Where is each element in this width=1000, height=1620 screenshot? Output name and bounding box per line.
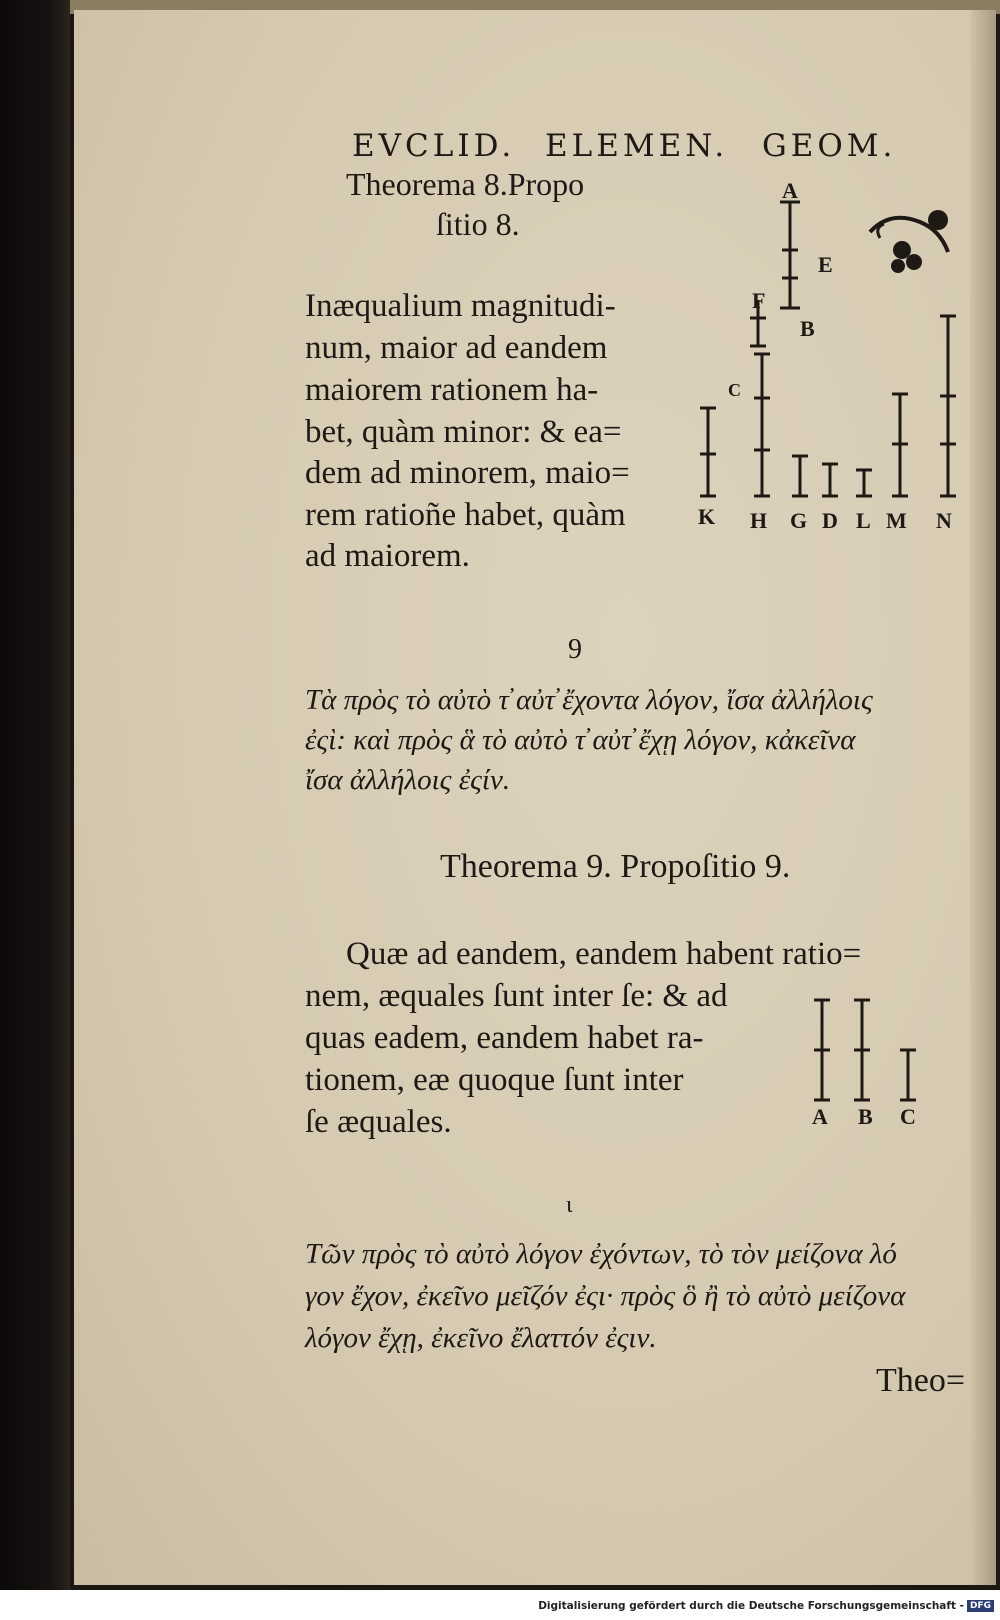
figure-label-h: H <box>750 508 768 533</box>
figure-label-g: G <box>790 508 808 533</box>
catchword: Theo= <box>876 1362 966 1399</box>
figure-label-m: M <box>886 508 907 533</box>
theorem8-line: Inæqualium magnitudi- <box>305 288 616 324</box>
greek9-line: Τὰ πρὸς τὸ αὐτὸ τ̓ αὐτ̓ ἔχοντα λόγον, ἴσα ἀλλήλοις <box>305 684 873 716</box>
theorem8-line: maiorem rationem ha- <box>305 372 599 408</box>
figure-label-e: E <box>818 252 833 277</box>
greek9-line: ἐςὶ: καὶ πρὸς ἃ τὸ αὐτὸ τ̓ αὐτ̓ ἔχῃ λόγον, κἀκεῖνα <box>305 724 856 756</box>
figure-label-a: A <box>782 178 798 203</box>
running-header-right: GEOM. <box>762 128 897 164</box>
theorem8-line: dem ad minorem, maio= <box>305 455 630 491</box>
figure-label-c: C <box>900 1104 916 1129</box>
theorem8-title-line2: ſitio 8. <box>436 206 520 242</box>
figure-label-f: F <box>752 288 766 313</box>
theorem8-line: bet, quàm minor: & ea= <box>305 414 622 450</box>
running-header-middle: ELEMEN. <box>545 128 729 164</box>
section9-number: 9 <box>568 634 582 665</box>
theorem9-line: ſe æquales. <box>305 1104 452 1140</box>
figure-label-c: C <box>728 380 741 400</box>
greek9-line: ἴσα ἀλλήλοις ἐςίν. <box>305 764 511 796</box>
section10-number: ι <box>566 1192 573 1218</box>
digitization-credit: Digitalisierung gefördert durch die Deutsche Forschungsgemeinschaft - <box>538 1600 964 1612</box>
greek10-line: λόγον ἔχῃ, ἐκεῖνο ἔλαττόν ἐςιν. <box>305 1322 657 1354</box>
figure-label-b: B <box>800 316 815 341</box>
theorem9-title: Theorema 9. Propoſitio 9. <box>440 848 791 885</box>
running-header-left: EVCLID. <box>352 128 516 164</box>
figure-label-b: B <box>858 1104 873 1129</box>
figure-label-l: L <box>856 508 871 533</box>
greek10-line: Τῶν πρὸς τὸ αὐτὸ λόγον ἐχόντων, τὸ τὸν μείζονα λό <box>305 1238 897 1270</box>
greek10-line: γον ἔχον, ἐκεῖνο μεῖζόν ἐςι· πρὸς ὃ ἢ τὸ αὐτὸ μείζονα <box>305 1280 906 1312</box>
theorem8-line: rem ratioñe habet, quàm <box>305 497 626 533</box>
theorem9-line: Quæ ad eandem, eandem habent ratio= <box>346 936 862 972</box>
theorem9-line: tionem, eæ quoque ſunt inter <box>305 1062 684 1098</box>
theorem9-line: quas eadem, eandem habet ra- <box>305 1020 704 1056</box>
theorem8-line: ad maiorem. <box>305 538 470 574</box>
figure-label-d: D <box>822 508 838 533</box>
figure-label-n: N <box>936 508 952 533</box>
figure-label-a: A <box>812 1104 828 1129</box>
theorem8-line: num, maior ad eandem <box>305 330 608 366</box>
figure-label-k: K <box>698 504 716 529</box>
theorem8-title-line1: Theorema 8.Propo <box>346 166 585 202</box>
dfg-logo-icon: DFG <box>967 1600 994 1612</box>
theorem9-line: nem, æquales ſunt inter ſe: & ad <box>305 978 728 1014</box>
